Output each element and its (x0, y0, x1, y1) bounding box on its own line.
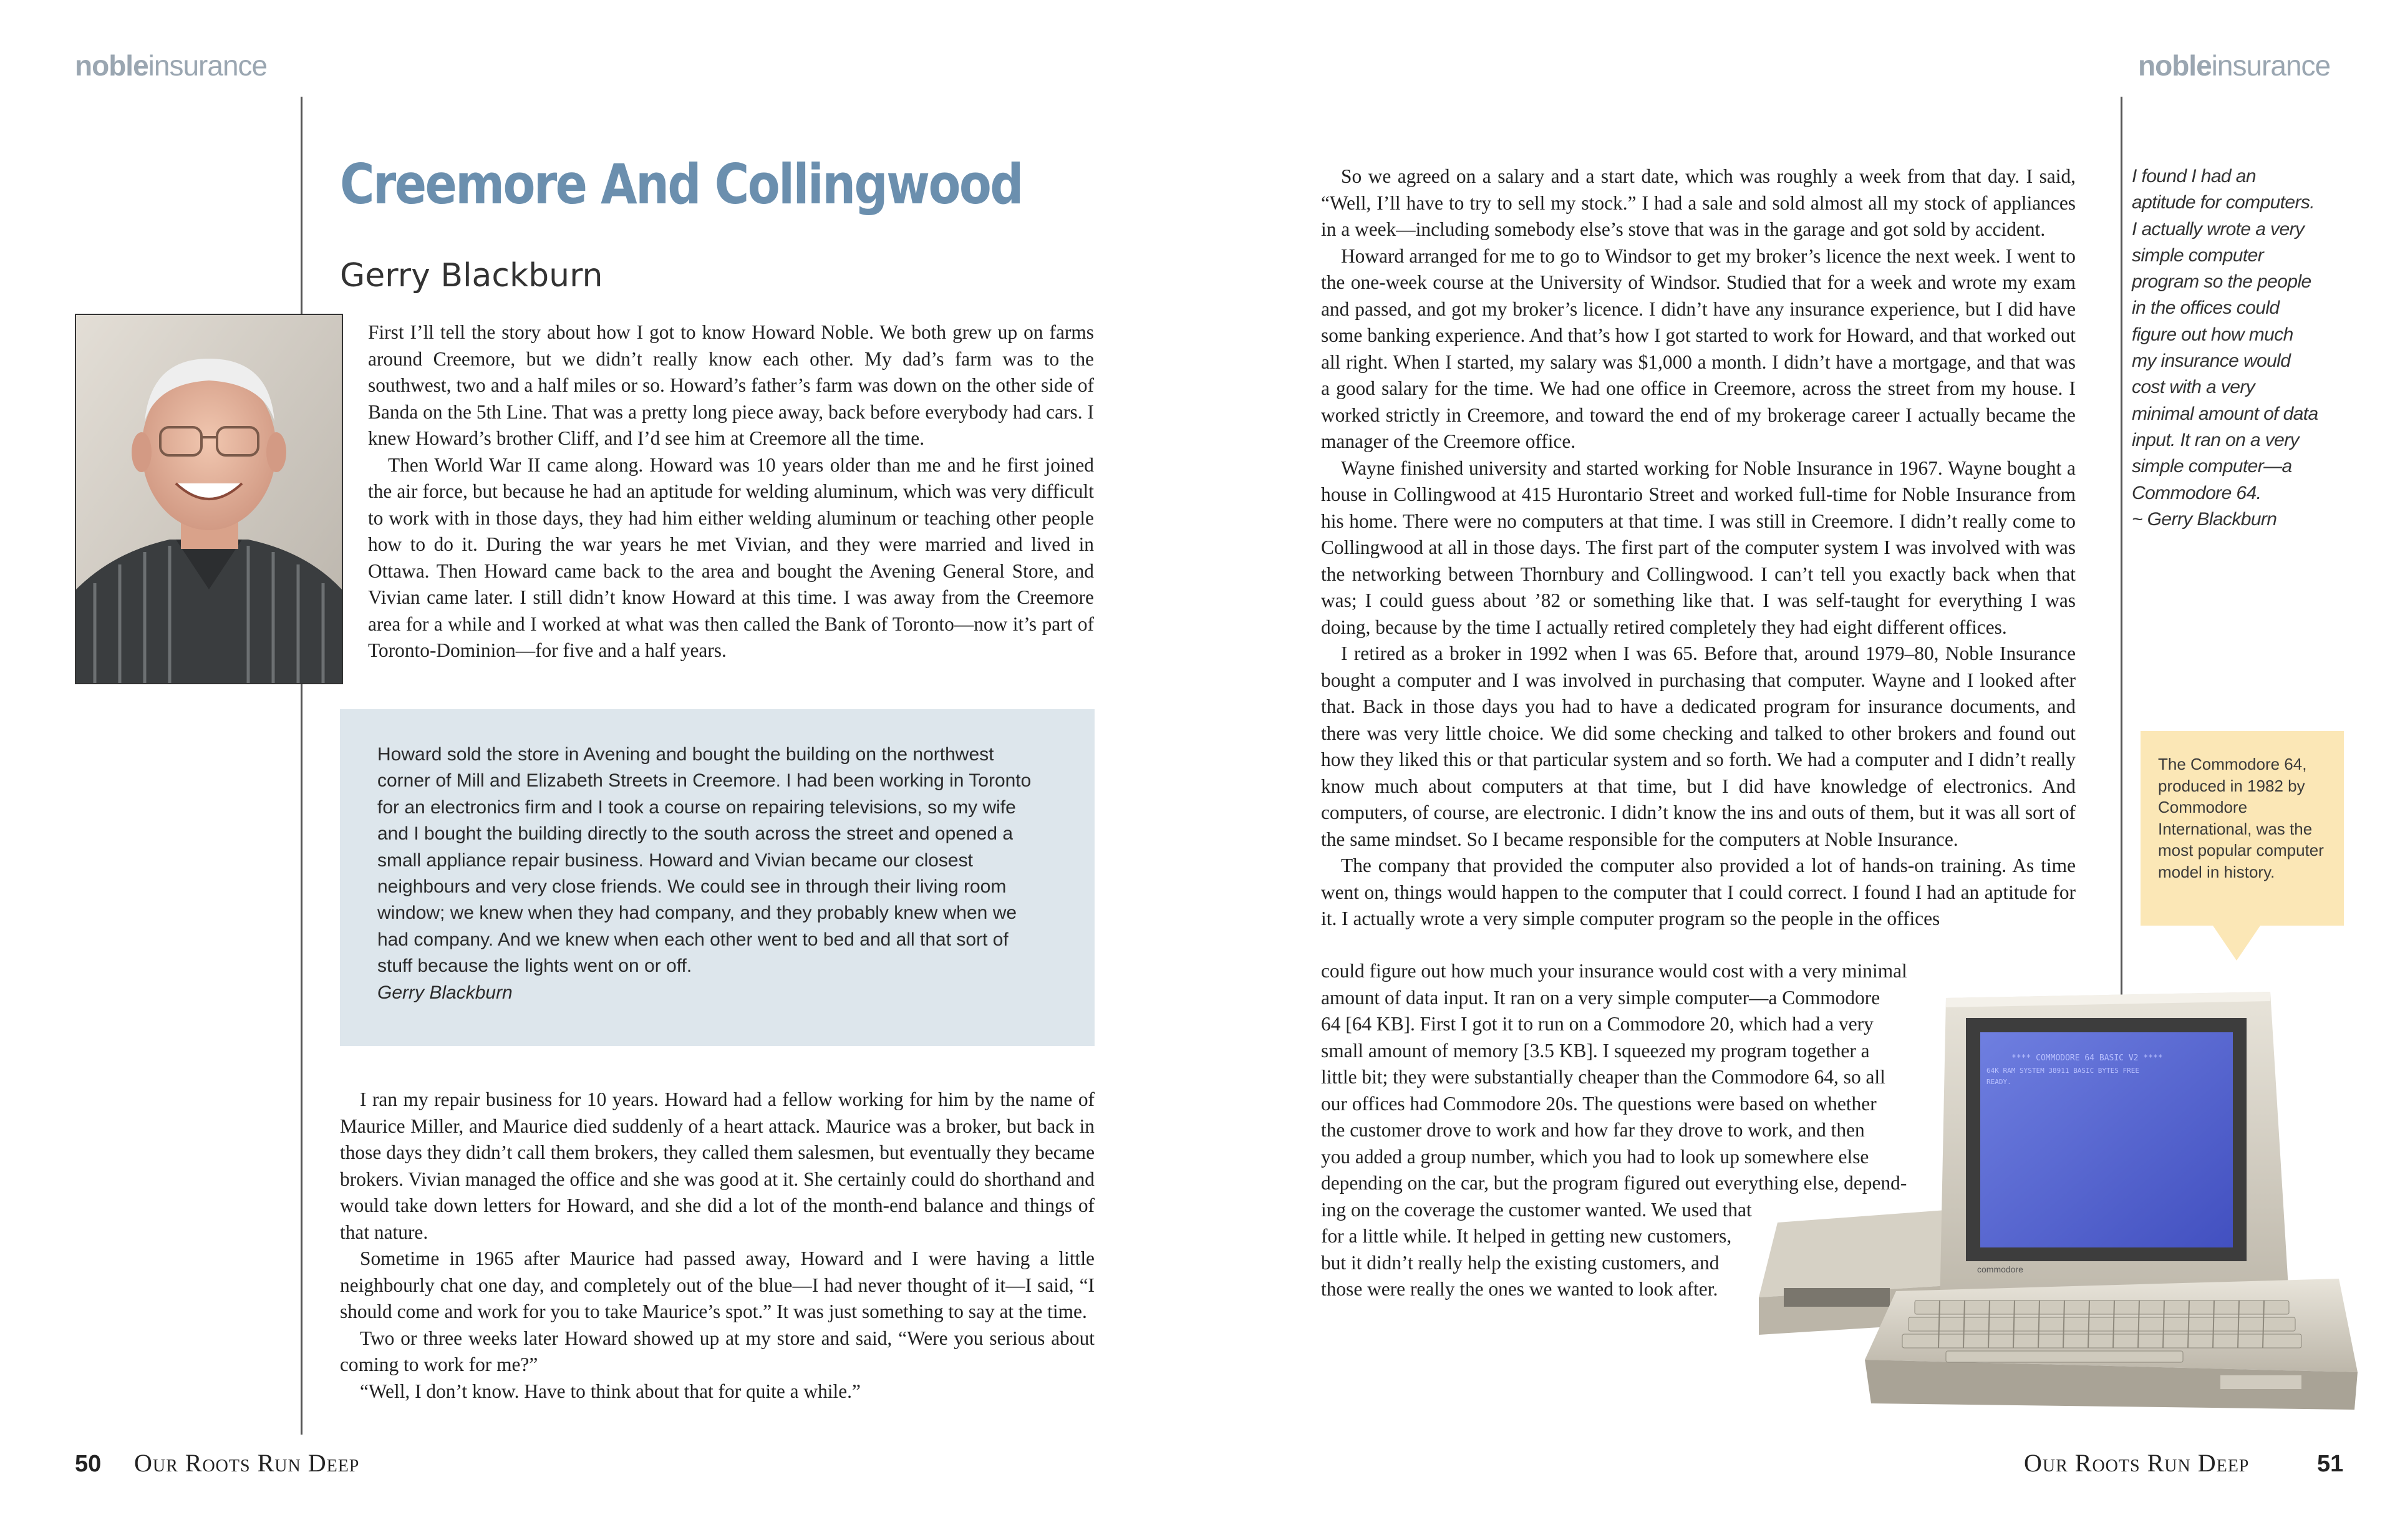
page-number-right: 51 (2317, 1451, 2344, 1477)
logo-right: nobleinsurance (2138, 49, 2331, 82)
article-title: Creemore And Collingwood (340, 152, 1022, 216)
quote-text: Howard sold the store in Avening and bought the building on the northwest corner of Mill and Elizabeth Streets in Creemore. I had been working in Toronto for an electronics firm and I took a course on repairing televisions, so my wife and I bought the building directly to the south across the street and opened a small appliance repair business. Howard and Vivian became our closest neighbours and very close friends. We could see in through their living room window; we knew when they had company, and they probably knew when we had company. And we knew when each other went to bed and all that sort of stuff because the lights went on or off. (377, 744, 1032, 977)
wrap-line: 64 [64 KB]. First I got it to run on a Commodore 20, which had a very (1321, 1013, 1874, 1035)
screen-line: READY. (1986, 1078, 2011, 1086)
logo-left: nobleinsurance (75, 49, 268, 82)
quote-box (340, 709, 1095, 1046)
screen-line: 64K RAM SYSTEM 38911 BASIC BYTES FREE (1986, 1067, 2140, 1075)
paragraph: I retired as a broker in 1992 when I was 65. Before that, around 1979–80, Noble Insurance bought a computer and I was involved in purchasing that computer. Wayne and I looked after that. Back in those days you had to have a dedicated program for insurance documents, and there was very little choice. We did some checking and talked to other brokers and found out how they liked this or that particular system and so forth. We had a computer and I didn’t really know much about computers at that time, but I did have knowledge of electronics. And computers, of course, are electronic. I didn’t know the ins and outs of them, but it was all sort of the same mindset. So I became responsible for the computers at Noble Insurance. (1321, 642, 2076, 850)
paragraph: Two or three weeks later Howard showed up at my store and said, “Were you serious about coming to work for me?” (340, 1327, 1095, 1375)
wrap-line: the customer drove to work and how far they drove to work, and then (1321, 1119, 1865, 1141)
monitor-brand: commodore (1977, 1264, 2023, 1274)
page-number-left: 50 (75, 1451, 102, 1477)
left-vertical-rule (301, 97, 302, 1435)
paragraph: “Well, I don’t know. Have to think about that for quite a while.” (360, 1380, 861, 1402)
wrap-line: ing on the coverage the customer wanted. We used that (1321, 1198, 1752, 1221)
paragraph: Howard arranged for me to go to Windsor to get my broker’s licence the next week. I went to the one-week course at the University of Windsor. Studied that for a week and wrote my exam and passed, and got my broker’s licence. I didn’t have any insurance experience, but I did have some banking experience. And that’s how I got started to work for Howard, and that worked out all right. When I started, my salary was $1,000 a month. I didn’t have a mortgage, and that was a good salary for the time. We had one office in Creemore, across the street from my house. I worked strictly in Creemore, and toward the end of my brokerage career I actually became the manager of the Creemore office. (1321, 245, 2076, 452)
article-author: Gerry Blackburn (340, 257, 603, 294)
quote-text-block (377, 742, 1048, 1006)
intro-text (368, 319, 1094, 664)
paragraph: Wayne finished university and started working for Noble Insurance in 1967. Wayne bought a house in Collingwood at 415 Hurontario Street and worked full-time for Noble Insurance from his home. There were no computers at that time. I was still in Creemore. I didn’t really come to Collingwood at all in those days. The first part of the computer system I was involved with was the networking between Thornbury and Collingwood. I can’t tell you exactly back when that was; I could guess about ’82 or something like that. I was self-taught for everything I was doing, because by the time I actually retired completely they had eight different offices. (1321, 457, 2076, 638)
callout-pointer (2213, 926, 2260, 961)
quote-attribution: Gerry Blackburn (377, 982, 513, 1003)
footer-book-title-right: Our Roots Run Deep (2024, 1449, 2250, 1477)
wrap-line: small amount of memory [3.5 KB]. I squeezed my program together a (1321, 1039, 1870, 1062)
wrap-line: our offices had Commodore 20s. The questions were based on whether (1321, 1092, 1877, 1115)
callout-box (2141, 731, 2344, 926)
paragraph: I ran my repair business for 10 years. Howard had a fellow working for him by the name of Maurice Miller, and Maurice died suddenly of a heart attack. Maurice was a broker, but back in those days they didn’t call them brokers, they called them salesmen, but eventually they became brokers. Vivian managed the office and she was good at it. She certainly could do shorthand and would take down letters for Howard, and she did a lot of the month-end balance and things of that nature. (340, 1088, 1095, 1243)
wrap-line: those were really the ones we wanted to look after. (1321, 1278, 1718, 1300)
pull-quote-attribution: ~ Gerry Blackburn (2132, 508, 2277, 530)
wrap-line: little bit; they were substantially cheaper than the Commodore 64, so all (1321, 1066, 1885, 1088)
wrap-line: amount of data input. It ran on a very simple computer—a Commodore (1321, 986, 1880, 1009)
author-portrait (75, 314, 343, 684)
footer-book-title-left: Our Roots Run Deep (134, 1449, 360, 1477)
screen-line: **** COMMODORE 64 BASIC V2 **** (2011, 1053, 2163, 1063)
left-column-text (340, 1087, 1095, 1405)
paragraph: Then World War II came along. Howard was 10 years older than me and he first joined the air force, but because he had an aptitude for welding aluminum, which was very difficult to work with in those days, they had him either welding aluminum or teaching other people how to do it. During the war years he met Vivian, and they were married and lived in Ottawa. Then Howard came back to the area and bought the Avening General Store, and Vivian came later. I still didn’t know Howard at this time. I was away from the Creemore area for a while and I worked at what was then called the Bank of Toronto—now it’s part of Toronto-Dominion—for five and a half years. (368, 453, 1094, 661)
commodore-64-image (1740, 973, 2364, 1422)
wrap-line: but it didn’t really help the existing customers, and (1321, 1251, 1720, 1274)
wrap-line: could figure out how much your insurance would cost with a very minimal (1321, 960, 1907, 982)
wrap-line: for a little while. It helped in getting new customers, (1321, 1225, 1732, 1247)
right-column-text (1321, 163, 2076, 932)
paragraph: The company that provided the computer also provided a lot of hands-on training. As time went on, things would happen to the computer that I could correct. I found I had an aptitude for it. I actually wrote a very simple computer program so the people in the offices (1321, 855, 2076, 929)
callout-text: The Commodore 64, produced in 1982 by Commodore International, was the most popular computer model in history. (2158, 755, 2324, 881)
paragraph: Sometime in 1965 after Maurice had passed away, Howard and I were having a little neighbourly chat one day, and completely out of the blue—I had never thought of it—I said, “I should come and work for you to take Maurice’s spot.” It was just something to say at the time. (340, 1247, 1095, 1322)
paragraph: First I’ll tell the story about how I got to know Howard Noble. We both grew up on farms around Creemore, but we didn’t really know each other. My dad’s farm was to the southwest, two and a half miles or so. Howard’s father’s farm was down on the other side of Banda on the 5th Line. That was a pretty long piece away, back before everybody had cars. I knew Howard’s brother Cliff, and I’d see him at Creemore all the time. (368, 321, 1094, 449)
wrap-line: you added a group number, which you had to look up somewhere else (1321, 1145, 1869, 1168)
pull-quote (2132, 163, 2319, 533)
wrap-line: depending on the car, but the program figured out everything else, depend- (1321, 1172, 1907, 1194)
paragraph: So we agreed on a salary and a start date, which was roughly a week from that day. I said, “Well, I’ll have to try to sell my stock.” I had a sale and sold almost all my stock of appliances in a week—including somebody else’s stove that was in the garage and got sold by accident. (1321, 165, 2076, 240)
pull-quote-text: I found I had an aptitude for computers. I actually wrote a very simple computer program so the people in the offices could figure out how much my insurance would cost with a very minimal amount of data input. It ran on a very simple computer—a Commodore 64. (2132, 166, 2318, 503)
